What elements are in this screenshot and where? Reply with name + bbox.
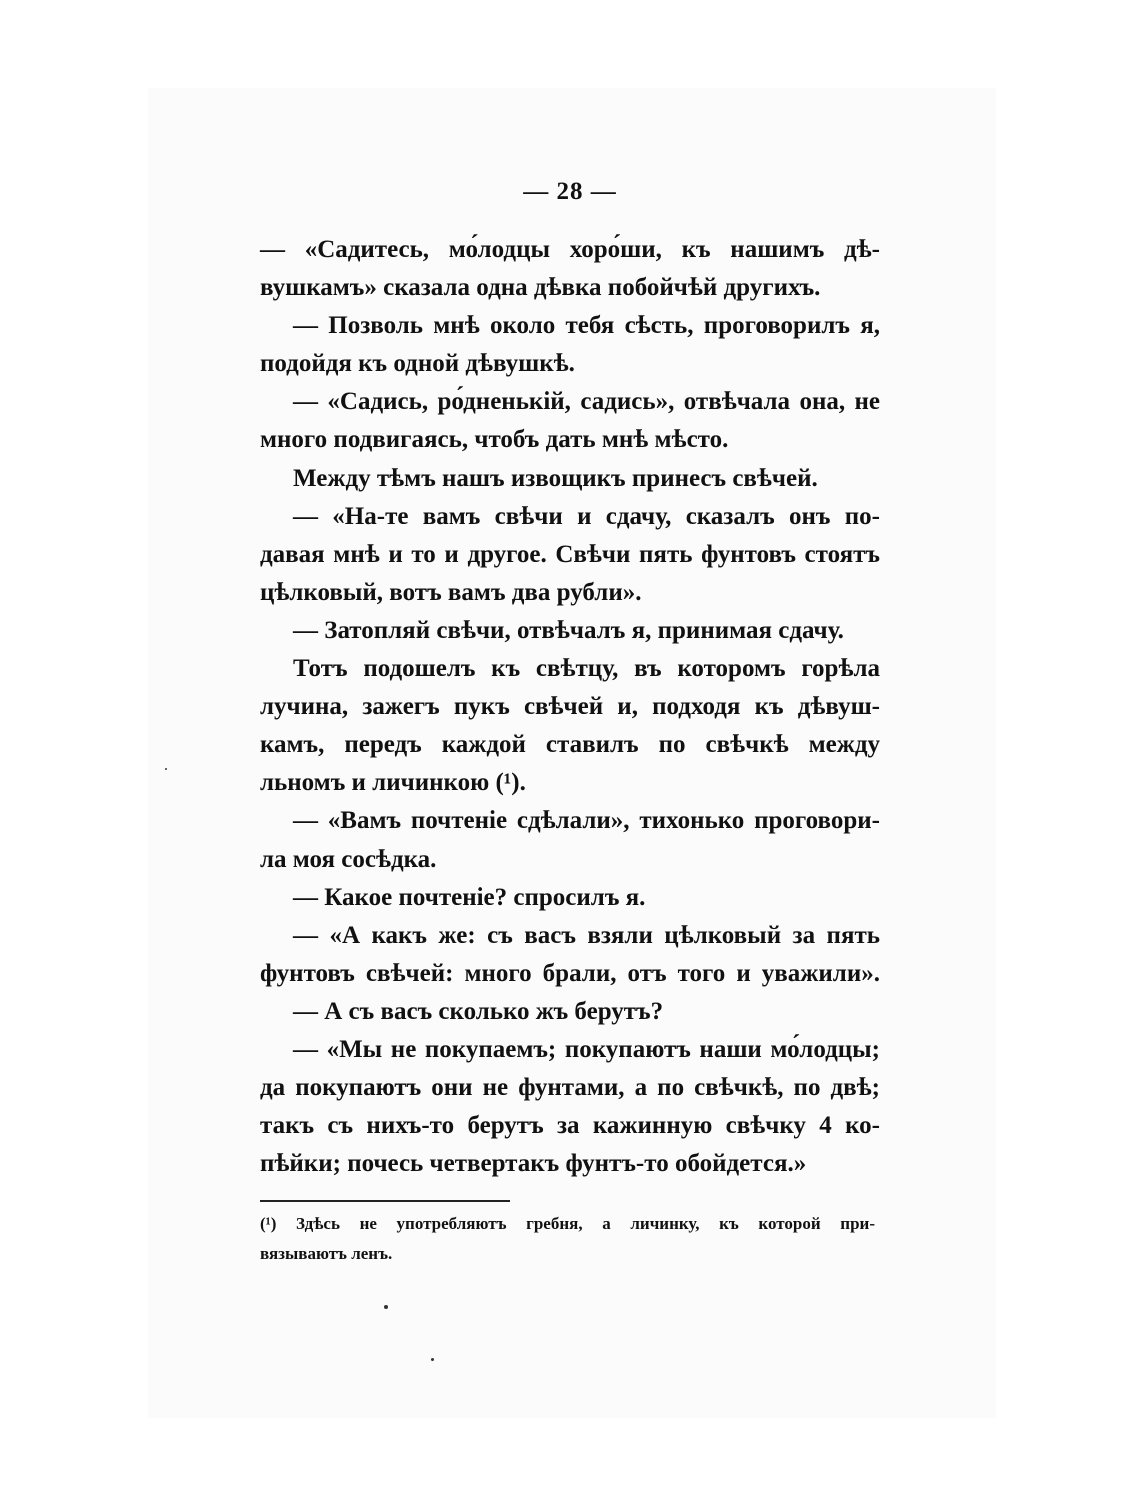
text-line: много подвигаясь, чтобъ дать мнѣ мѣсто. xyxy=(260,426,729,454)
text-line xyxy=(260,764,880,802)
text-line: фунтовъ свѣчей: много брали, отъ того и уважили». xyxy=(260,959,880,987)
ink-speck xyxy=(431,1358,434,1361)
text-line: вушкамъ» сказала одна дѣвка побойчѣй другихъ. xyxy=(260,274,821,302)
footnote-line: вязываютъ ленъ. xyxy=(260,1244,393,1263)
footnote xyxy=(260,1209,875,1269)
text-line-content: льномъ и личинкою xyxy=(260,769,490,797)
text-line: ла моя сосѣдка. xyxy=(260,845,437,873)
text-line: цѣлковый, вотъ вамъ два рубли». xyxy=(260,578,642,606)
text-line: лучина, зажегъ пукъ свѣчей и, подходя къ дѣвуш- xyxy=(260,693,880,721)
text-line: — Затопляй свѣчи, отвѣчалъ я, принимая сдачу. xyxy=(293,616,844,644)
body-text xyxy=(260,231,880,1183)
text-line: — Какое почтеніе? спросилъ я. xyxy=(293,883,646,911)
footnote-divider xyxy=(260,1200,510,1202)
footnote-line: (¹) Здѣсь не употребляютъ гребня, а личинку, къ которой при- xyxy=(260,1214,875,1233)
text-line: — «Мы не покупаемъ; покупаютъ наши мо́лодцы; xyxy=(293,1035,880,1063)
text-line: да покупаютъ они не фунтами, а по свѣчкѣ, по двѣ; xyxy=(260,1074,880,1102)
ink-speck xyxy=(165,768,167,770)
text-line: — А съ васъ сколько жъ берутъ? xyxy=(293,997,664,1025)
text-line: — «Садись, ро́дненькій, садись», отвѣчала она, не xyxy=(293,388,880,416)
ink-speck xyxy=(384,1305,388,1309)
text-line: камъ, передъ каждой ставилъ по свѣчкѣ между xyxy=(260,731,880,759)
text-line: — «А какъ же: съ васъ взяли цѣлковый за пять xyxy=(293,921,880,949)
text-line: подойдя къ одной дѣвушкѣ. xyxy=(260,350,575,378)
text-line: Тотъ подошелъ къ свѣтцу, въ которомъ горѣла xyxy=(293,655,880,683)
page-number: — 28 — xyxy=(523,178,617,205)
text-line: — «Вамъ почтеніе сдѣлали», тихонько проговори- xyxy=(293,807,880,835)
footnote-reference: (¹). xyxy=(495,769,526,797)
text-line: — «На-те вамъ свѣчи и сдачу, сказалъ онъ по- xyxy=(293,502,880,530)
text-line: давая мнѣ и то и другое. Свѣчи пять фунтовъ стоятъ xyxy=(260,540,880,568)
text-line: такъ съ нихъ-то берутъ за кажинную свѣчку 4 ко- xyxy=(260,1112,880,1140)
text-line: — Позволь мнѣ около тебя сѣсть, проговорилъ я, xyxy=(293,312,880,340)
text-line: Между тѣмъ нашъ извощикъ принесъ свѣчей. xyxy=(293,464,818,492)
text-line: пѣйки; почесь четвертакъ фунтъ-то обойдется.» xyxy=(260,1150,807,1178)
text-line: — «Садитесь, мо́лодцы хоро́ши, къ нашимъ дѣ- xyxy=(260,236,880,263)
